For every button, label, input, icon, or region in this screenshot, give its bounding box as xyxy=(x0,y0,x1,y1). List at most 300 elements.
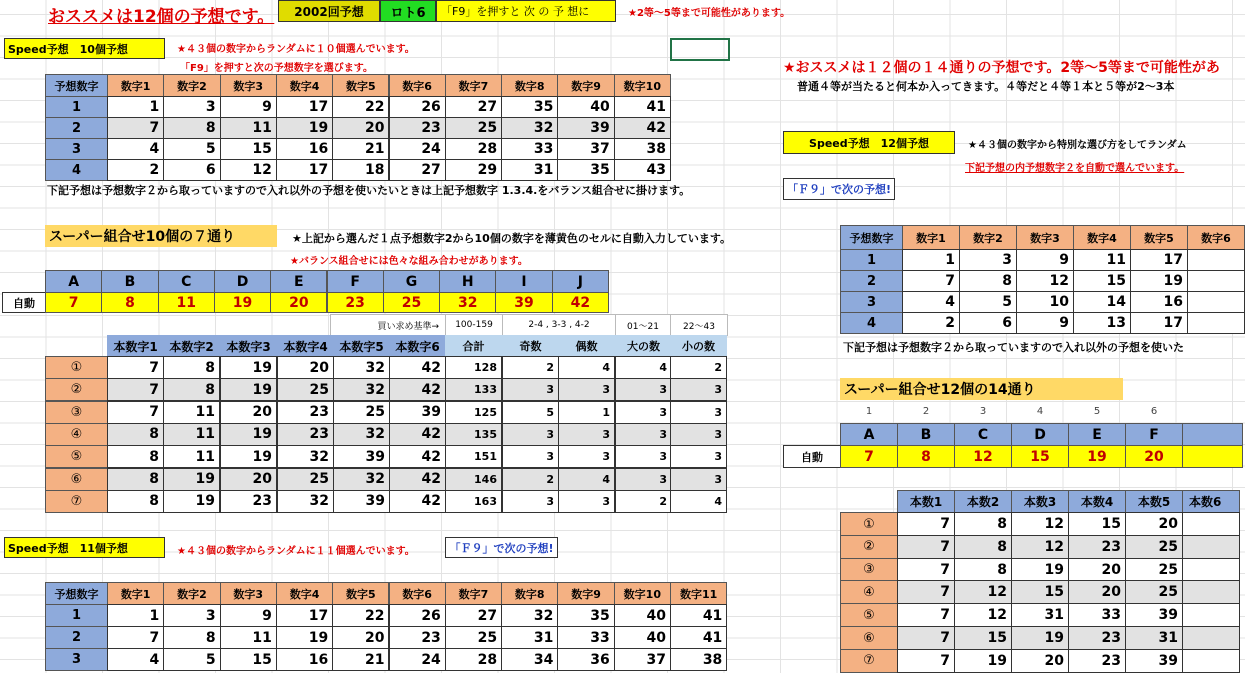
stat-cell: 1 xyxy=(558,401,615,424)
f9-next-button[interactable]: 「Ｆ９」で次の予想! xyxy=(445,537,558,558)
number-cell[interactable]: 13 xyxy=(1073,312,1131,334)
auto-value-cell[interactable]: 20 xyxy=(270,292,327,313)
number-cell[interactable]: 17 xyxy=(276,604,333,627)
stat-cell: 151 xyxy=(445,445,502,468)
column-header: 数字5 xyxy=(332,74,389,97)
recommend-text: ★おススメは１２個の１４通りの予想です。2等～5等まで可能性があ xyxy=(783,60,1220,76)
criteria-cell: 2-4 , 3-3 , 4-2 xyxy=(502,314,616,336)
number-cell[interactable]: 35 xyxy=(557,604,614,627)
number-cell[interactable]: 15 xyxy=(954,626,1012,650)
column-header: 本数3 xyxy=(1011,490,1069,513)
number-cell[interactable]: 21 xyxy=(332,648,389,671)
number-cell[interactable]: 12 xyxy=(954,603,1012,627)
stat-cell: 3 xyxy=(502,378,559,401)
number-cell[interactable] xyxy=(1187,291,1245,313)
number-cell[interactable]: 25 xyxy=(1125,580,1183,604)
column-header: 数字6 xyxy=(389,582,446,605)
row-label: ① xyxy=(840,512,898,536)
number-cell[interactable]: 39 xyxy=(333,445,390,468)
stat-cell: 135 xyxy=(445,423,502,446)
number-cell[interactable]: 17 xyxy=(1130,312,1188,334)
number-cell[interactable]: 23 xyxy=(1068,649,1126,673)
number-cell[interactable]: 25 xyxy=(445,626,502,649)
criteria-cell: 100-159 xyxy=(445,314,503,336)
number-cell[interactable]: 33 xyxy=(1068,603,1126,627)
number-cell[interactable] xyxy=(1182,603,1240,627)
number-cell[interactable]: 32 xyxy=(277,445,334,468)
number-cell[interactable] xyxy=(1182,558,1240,582)
number-cell[interactable]: 20 xyxy=(1068,580,1126,604)
number-cell[interactable]: 16 xyxy=(276,648,333,671)
number-cell[interactable]: 4 xyxy=(902,291,960,313)
number-cell[interactable]: 43 xyxy=(614,159,671,181)
number-cell[interactable]: 5 xyxy=(959,291,1017,313)
number-cell[interactable]: 23 xyxy=(1068,626,1126,650)
number-cell[interactable]: 38 xyxy=(614,138,671,160)
stat-cell: 3 xyxy=(558,445,615,468)
number-cell[interactable]: 42 xyxy=(389,423,446,446)
number-cell[interactable]: 20 xyxy=(1011,649,1069,673)
number-cell[interactable]: 7 xyxy=(107,356,164,379)
number-cell[interactable]: 7 xyxy=(107,117,164,139)
column-header: 本数字1 xyxy=(107,335,164,357)
number-cell[interactable]: 39 xyxy=(1125,603,1183,627)
number-cell[interactable]: 5 xyxy=(163,648,220,671)
stats-header: 偶数 xyxy=(558,335,615,357)
number-cell[interactable]: 23 xyxy=(1068,535,1126,559)
number-cell[interactable]: 8 xyxy=(107,423,164,446)
stat-cell: 163 xyxy=(445,490,502,513)
number-cell[interactable]: 8 xyxy=(163,626,220,649)
row-label: ③ xyxy=(840,558,898,582)
column-index: 3 xyxy=(979,405,987,417)
number-cell[interactable]: 3 xyxy=(163,604,220,627)
column-header: 本数字4 xyxy=(277,335,334,357)
number-cell[interactable]: 8 xyxy=(107,468,164,491)
number-cell[interactable] xyxy=(1187,270,1245,292)
number-cell[interactable]: 19 xyxy=(220,356,277,379)
auto-value-cell[interactable]: 39 xyxy=(495,292,552,313)
stat-cell: 3 xyxy=(615,401,672,424)
column-header: 数字3 xyxy=(220,582,277,605)
auto-value-cell[interactable]: 19 xyxy=(214,292,271,313)
number-cell[interactable]: 28 xyxy=(445,648,502,671)
number-cell[interactable]: 18 xyxy=(332,159,389,181)
number-cell[interactable]: 1 xyxy=(902,249,960,271)
auto-value-cell[interactable]: 32 xyxy=(439,292,496,313)
number-cell[interactable]: 4 xyxy=(107,138,164,160)
number-cell[interactable]: 19 xyxy=(276,626,333,649)
number-cell[interactable]: 32 xyxy=(333,423,390,446)
number-cell[interactable]: 8 xyxy=(163,378,220,401)
number-cell[interactable]: 39 xyxy=(1125,649,1183,673)
column-header: 数字10 xyxy=(614,582,671,605)
number-cell[interactable] xyxy=(1187,312,1245,334)
number-cell[interactable]: 33 xyxy=(501,138,558,160)
letter-header: D xyxy=(214,270,271,293)
row-label: ⑦ xyxy=(840,649,898,673)
number-cell[interactable]: 15 xyxy=(220,648,277,671)
number-cell[interactable]: 22 xyxy=(332,96,389,118)
number-cell[interactable]: 20 xyxy=(1068,558,1126,582)
number-cell[interactable]: 31 xyxy=(501,626,558,649)
speed10-desc: ★４３個の数字からランダムに１０個選んでいます。 xyxy=(177,44,415,55)
number-cell[interactable] xyxy=(1182,649,1240,673)
number-cell[interactable]: 32 xyxy=(277,490,334,513)
number-cell[interactable]: 25 xyxy=(1125,535,1183,559)
number-cell[interactable]: 42 xyxy=(389,378,446,401)
number-cell[interactable]: 42 xyxy=(389,445,446,468)
number-cell[interactable]: 20 xyxy=(277,356,334,379)
number-cell[interactable]: 15 xyxy=(220,138,277,160)
number-cell[interactable]: 42 xyxy=(389,490,446,513)
auto-value-cell[interactable]: 12 xyxy=(954,445,1012,468)
auto-label: 自動 xyxy=(783,445,841,468)
number-cell[interactable]: 27 xyxy=(445,96,502,118)
number-cell[interactable]: 23 xyxy=(220,490,277,513)
column-header: 数字4 xyxy=(276,582,333,605)
row-label: ⑥ xyxy=(45,468,108,491)
number-cell[interactable]: 7 xyxy=(107,626,164,649)
letter-header: A xyxy=(840,423,898,446)
stat-cell: 3 xyxy=(670,468,727,491)
number-cell[interactable]: 8 xyxy=(954,558,1012,582)
auto-value-cell[interactable]: 23 xyxy=(327,292,384,313)
number-cell[interactable]: 23 xyxy=(277,423,334,446)
number-cell[interactable]: 37 xyxy=(557,138,614,160)
number-cell[interactable]: 7 xyxy=(897,535,955,559)
number-cell[interactable]: 11 xyxy=(163,401,220,424)
number-cell[interactable]: 7 xyxy=(897,649,955,673)
number-cell[interactable]: 6 xyxy=(163,159,220,181)
column-header: 本数2 xyxy=(954,490,1012,513)
column-header: 数字1 xyxy=(902,225,960,250)
column-header: 数字11 xyxy=(670,582,727,605)
auto-value-cell[interactable]: 20 xyxy=(1125,445,1183,468)
number-cell[interactable]: 16 xyxy=(276,138,333,160)
row-label: ③ xyxy=(45,401,108,424)
number-cell[interactable]: 39 xyxy=(557,117,614,139)
number-cell[interactable]: 23 xyxy=(389,117,446,139)
stat-cell: 2 xyxy=(615,490,672,513)
row-label: 3 xyxy=(45,138,108,160)
number-cell[interactable]: 15 xyxy=(1068,512,1126,536)
letter-header: I xyxy=(495,270,552,293)
number-cell[interactable]: 11 xyxy=(1073,249,1131,271)
stat-cell: 128 xyxy=(445,356,502,379)
number-cell[interactable]: 19 xyxy=(276,117,333,139)
column-header: 数字4 xyxy=(1073,225,1131,250)
number-cell[interactable]: 8 xyxy=(163,117,220,139)
column-header: 本数字2 xyxy=(163,335,220,357)
stat-cell: 2 xyxy=(502,356,559,379)
number-cell[interactable]: 32 xyxy=(333,378,390,401)
letter-header: E xyxy=(270,270,327,293)
auto-value-cell[interactable]: 7 xyxy=(45,292,102,313)
column-header: 数字6 xyxy=(1187,225,1245,250)
column-index: 5 xyxy=(1093,405,1101,417)
speed10-note: 下記予想は予想数字２から取っていますので入れ以外の予想を使いたいときは上記予想数字 1.3.4.をバランス組合せに掛けます。 xyxy=(47,184,691,197)
letter-header: F xyxy=(327,270,384,293)
number-cell[interactable]: 7 xyxy=(897,580,955,604)
column-header: 本数字3 xyxy=(220,335,277,357)
column-header: 数字7 xyxy=(445,74,502,97)
number-cell[interactable]: 15 xyxy=(1073,270,1131,292)
number-cell[interactable]: 1 xyxy=(107,604,164,627)
number-cell[interactable]: 25 xyxy=(277,468,334,491)
number-cell[interactable]: 4 xyxy=(107,648,164,671)
letter-header: J xyxy=(552,270,609,293)
normal-note: 普通４等が当たると何本か入ってきます。４等だと４等１本と５等が2～3本 xyxy=(797,80,1175,93)
number-cell[interactable]: 22 xyxy=(332,604,389,627)
number-cell[interactable]: 3 xyxy=(959,249,1017,271)
stat-cell: 4 xyxy=(558,468,615,491)
number-cell[interactable]: 20 xyxy=(220,468,277,491)
row-label: 1 xyxy=(840,249,903,271)
number-cell[interactable]: 25 xyxy=(445,117,502,139)
selected-cell[interactable] xyxy=(670,38,730,61)
number-cell[interactable]: 12 xyxy=(1016,270,1074,292)
column-header: 数字2 xyxy=(163,582,220,605)
number-cell[interactable]: 33 xyxy=(557,626,614,649)
column-header: 数字7 xyxy=(445,582,502,605)
stat-cell: 3 xyxy=(558,490,615,513)
number-cell[interactable]: 6 xyxy=(959,312,1017,334)
number-cell[interactable]: 32 xyxy=(333,356,390,379)
number-cell[interactable]: 37 xyxy=(614,648,671,671)
page-title: おススメは12個の予想です。 xyxy=(48,7,275,27)
number-cell[interactable]: 20 xyxy=(332,117,389,139)
number-cell[interactable]: 11 xyxy=(163,445,220,468)
number-cell[interactable] xyxy=(1182,626,1240,650)
number-cell[interactable]: 8 xyxy=(954,512,1012,536)
number-cell[interactable]: 19 xyxy=(163,490,220,513)
auto-value-cell[interactable]: 7 xyxy=(840,445,898,468)
number-cell[interactable]: 40 xyxy=(557,96,614,118)
number-cell[interactable]: 20 xyxy=(220,401,277,424)
column-header: 本数4 xyxy=(1068,490,1126,513)
number-cell[interactable]: 11 xyxy=(220,117,277,139)
number-cell[interactable]: 26 xyxy=(389,96,446,118)
stat-cell: 2 xyxy=(502,468,559,491)
number-cell[interactable]: 29 xyxy=(445,159,502,181)
stat-cell: 3 xyxy=(502,490,559,513)
number-cell[interactable]: 41 xyxy=(670,604,727,627)
stat-cell: 146 xyxy=(445,468,502,491)
number-cell[interactable]: 7 xyxy=(107,401,164,424)
number-cell[interactable]: 5 xyxy=(163,138,220,160)
row-label: 2 xyxy=(45,117,108,139)
number-cell[interactable]: 8 xyxy=(107,445,164,468)
column-header: 数字6 xyxy=(389,74,446,97)
number-cell[interactable]: 19 xyxy=(220,445,277,468)
number-cell[interactable]: 11 xyxy=(220,626,277,649)
number-cell[interactable]: 9 xyxy=(1016,249,1074,271)
auto-value-cell[interactable]: 42 xyxy=(552,292,609,313)
number-cell[interactable]: 19 xyxy=(163,468,220,491)
column-header: 数字3 xyxy=(220,74,277,97)
number-cell[interactable]: 9 xyxy=(1016,312,1074,334)
number-cell[interactable]: 2 xyxy=(902,312,960,334)
row-label: 2 xyxy=(840,270,903,292)
number-cell[interactable]: 40 xyxy=(614,604,671,627)
number-cell[interactable]: 12 xyxy=(1011,512,1069,536)
row-label: ⑥ xyxy=(840,626,898,650)
auto-value-cell[interactable]: 15 xyxy=(1011,445,1069,468)
number-cell[interactable] xyxy=(1182,512,1240,536)
number-cell[interactable]: 42 xyxy=(389,468,446,491)
corner-header: 予想数字 xyxy=(840,225,903,250)
letter-header: F xyxy=(1125,423,1183,446)
number-cell[interactable]: 32 xyxy=(501,604,558,627)
number-cell[interactable]: 21 xyxy=(332,138,389,160)
corner-header: 予想数字 xyxy=(45,582,108,605)
number-cell[interactable]: 19 xyxy=(1011,558,1069,582)
number-cell[interactable]: 17 xyxy=(276,159,333,181)
column-header: 数字5 xyxy=(332,582,389,605)
number-cell[interactable]: 8 xyxy=(107,490,164,513)
number-cell[interactable]: 39 xyxy=(333,490,390,513)
number-cell[interactable]: 19 xyxy=(220,423,277,446)
number-cell[interactable]: 19 xyxy=(1130,270,1188,292)
auto-value-cell[interactable] xyxy=(1182,445,1243,468)
number-cell[interactable]: 7 xyxy=(897,626,955,650)
number-cell[interactable]: 12 xyxy=(954,580,1012,604)
number-cell[interactable]: 9 xyxy=(220,604,277,627)
column-header: 数字9 xyxy=(557,582,614,605)
number-cell[interactable]: 24 xyxy=(389,138,446,160)
number-cell[interactable]: 41 xyxy=(670,626,727,649)
auto-value-cell[interactable]: 11 xyxy=(158,292,215,313)
auto-label: 自動 xyxy=(2,292,46,313)
stats-header: 大の数 xyxy=(615,335,672,357)
number-cell[interactable]: 19 xyxy=(954,649,1012,673)
number-cell[interactable]: 25 xyxy=(1125,558,1183,582)
number-cell[interactable]: 31 xyxy=(1125,626,1183,650)
number-cell[interactable]: 34 xyxy=(501,648,558,671)
number-cell[interactable]: 7 xyxy=(107,378,164,401)
number-cell[interactable]: 12 xyxy=(1011,535,1069,559)
auto-value-cell[interactable]: 25 xyxy=(383,292,440,313)
column-header: 本数字5 xyxy=(333,335,390,357)
number-cell[interactable]: 28 xyxy=(445,138,502,160)
f9-next-button-right[interactable]: 「Ｆ９」で次の予想! xyxy=(783,178,895,200)
super10-balance-note: ★バランス組合せには色々な組み合わせがあります。 xyxy=(290,256,528,267)
letter-header xyxy=(1182,423,1243,446)
number-cell[interactable] xyxy=(1187,249,1245,271)
number-cell[interactable]: 23 xyxy=(389,626,446,649)
number-cell[interactable]: 10 xyxy=(1016,291,1074,313)
column-header: 本数6 xyxy=(1182,490,1240,513)
row-label: 4 xyxy=(45,159,108,181)
number-cell[interactable] xyxy=(1182,580,1240,604)
number-cell[interactable]: 41 xyxy=(614,96,671,118)
number-cell[interactable]: 39 xyxy=(389,401,446,424)
number-cell[interactable]: 40 xyxy=(614,626,671,649)
stats-header: 奇数 xyxy=(502,335,559,357)
number-cell[interactable]: 27 xyxy=(445,604,502,627)
column-header: 本数5 xyxy=(1125,490,1183,513)
corner-header: 予想数字 xyxy=(45,74,108,97)
number-cell[interactable]: 17 xyxy=(1130,249,1188,271)
number-cell[interactable]: 12 xyxy=(220,159,277,181)
number-cell[interactable]: 25 xyxy=(277,378,334,401)
number-cell[interactable]: 2 xyxy=(107,159,164,181)
number-cell[interactable]: 15 xyxy=(1011,580,1069,604)
stat-cell: 3 xyxy=(502,423,559,446)
number-cell[interactable]: 27 xyxy=(389,159,446,181)
number-cell[interactable] xyxy=(1182,535,1240,559)
number-cell[interactable]: 35 xyxy=(557,159,614,181)
number-cell[interactable]: 20 xyxy=(332,626,389,649)
number-cell[interactable]: 19 xyxy=(220,378,277,401)
column-header: 本数字6 xyxy=(389,335,446,357)
row-label: 1 xyxy=(45,96,108,118)
number-cell[interactable]: 42 xyxy=(614,117,671,139)
stat-cell: 3 xyxy=(615,423,672,446)
column-header: 本数1 xyxy=(897,490,955,513)
number-cell[interactable]: 3 xyxy=(163,96,220,118)
number-cell[interactable]: 42 xyxy=(389,356,446,379)
number-cell[interactable]: 23 xyxy=(277,401,334,424)
number-cell[interactable]: 25 xyxy=(333,401,390,424)
number-cell[interactable]: 19 xyxy=(1011,626,1069,650)
criteria-cell: 01～21 xyxy=(615,314,671,336)
column-header: 数字10 xyxy=(614,74,671,97)
number-cell[interactable]: 14 xyxy=(1073,291,1131,313)
stats-header: 合計 xyxy=(445,335,502,357)
number-cell[interactable]: 31 xyxy=(1011,603,1069,627)
column-index: 6 xyxy=(1150,405,1158,417)
row-label: ① xyxy=(45,356,108,379)
stat-cell: 125 xyxy=(445,401,502,424)
number-cell[interactable]: 7 xyxy=(897,512,955,536)
auto-value-cell[interactable]: 19 xyxy=(1068,445,1126,468)
number-cell[interactable]: 7 xyxy=(897,603,955,627)
number-cell[interactable]: 8 xyxy=(954,535,1012,559)
auto-value-cell[interactable]: 8 xyxy=(897,445,955,468)
number-cell[interactable]: 7 xyxy=(897,558,955,582)
number-cell[interactable]: 36 xyxy=(557,648,614,671)
criteria-label: 買い求め基準→ xyxy=(330,314,446,336)
number-cell[interactable]: 24 xyxy=(389,648,446,671)
auto-value-cell[interactable]: 8 xyxy=(101,292,158,313)
letter-header: G xyxy=(383,270,440,293)
number-cell[interactable]: 20 xyxy=(1125,512,1183,536)
number-cell[interactable]: 7 xyxy=(902,270,960,292)
speed11-desc: ★４３個の数字からランダムに１１個選んでいます。 xyxy=(177,546,415,557)
column-index: 1 xyxy=(865,405,873,417)
number-cell[interactable]: 38 xyxy=(670,648,727,671)
number-cell[interactable]: 8 xyxy=(163,356,220,379)
number-cell[interactable]: 32 xyxy=(501,117,558,139)
column-header: 数字4 xyxy=(276,74,333,97)
number-cell[interactable]: 26 xyxy=(389,604,446,627)
number-cell[interactable]: 11 xyxy=(163,423,220,446)
row-label: ⑤ xyxy=(45,445,108,468)
number-cell[interactable]: 1 xyxy=(107,96,164,118)
number-cell[interactable]: 31 xyxy=(501,159,558,181)
column-header: 数字8 xyxy=(501,74,558,97)
number-cell[interactable]: 9 xyxy=(220,96,277,118)
number-cell[interactable]: 8 xyxy=(959,270,1017,292)
number-cell[interactable]: 16 xyxy=(1130,291,1188,313)
f9-hint: 「F9」を押すと 次 の 予 想に xyxy=(436,0,616,22)
number-cell[interactable]: 35 xyxy=(501,96,558,118)
letter-header: A xyxy=(45,270,102,293)
number-cell[interactable]: 32 xyxy=(333,468,390,491)
number-cell[interactable]: 17 xyxy=(276,96,333,118)
